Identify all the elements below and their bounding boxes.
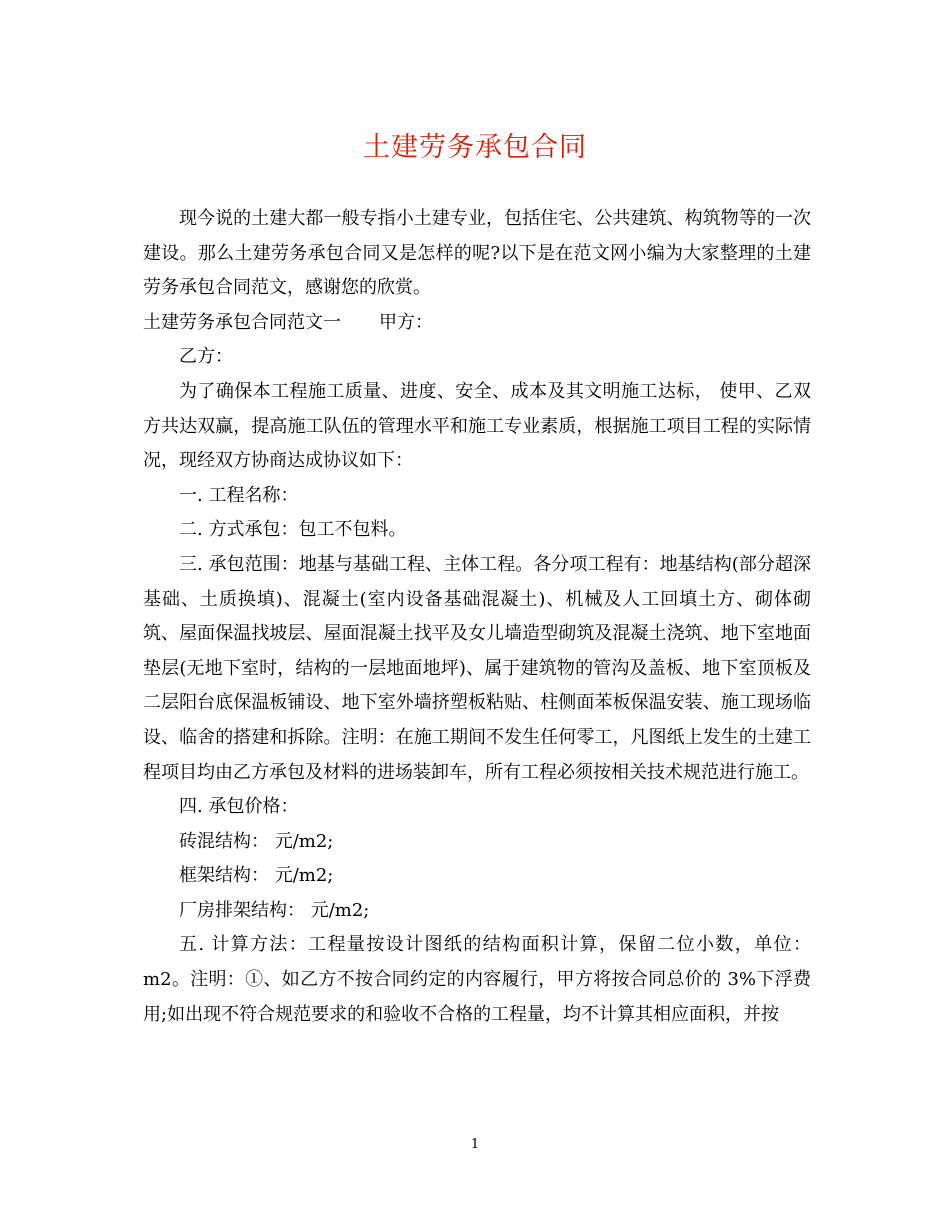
sample-heading-line xyxy=(143,306,811,341)
party-a-label: 甲方： xyxy=(379,311,433,333)
price-brick-structure: 砖混结构： 元/m2; xyxy=(179,830,334,852)
sample-heading: 土建劳务承包合同范文一 xyxy=(143,311,341,333)
price-frame-structure: 框架结构： 元/m2; xyxy=(179,865,334,887)
price-factory-structure: 厂房排架结构： 元/m2; xyxy=(179,899,370,921)
document-body xyxy=(143,202,811,1032)
purpose-paragraph: 为了确保本工程施工质量、进度、安全、成本及其文明施工达标， 使甲、乙双方共达双赢，提高施工队伍的管理水平和施工专业素质，根据施工项目工程的实际情况，现经双方协商达成协议如下： xyxy=(143,380,811,472)
clause-project-name: 一. 工程名称： xyxy=(179,484,299,506)
intro-paragraph: 现今说的土建大都一般专指小土建专业，包括住宅、公共建筑、构筑物等的一次建设。那么土建劳务承包合同又是怎样的呢?以下是在范文网小编为大家整理的土建劳务承包合同范文，感谢您的欣赏。 xyxy=(143,208,811,299)
clause-contract-scope: 三. 承包范围：地基与基础工程、主体工程。各分项工程有：地基结构(部分超深基础、土质换填)、混凝土(室内设备基础混凝土)、机械及人工回填土方、砌体砌筑、屋面保温找坡层、屋面混凝土找平及女儿墙造型砌筑及混凝土浇筑、地下室地面垫层(无地下室时，结构的一层地面地坪)、属于建筑物的管沟及盖板、地下室顶板及二层阳台底保温板铺设、地下室外墙挤塑板粘贴、柱侧面苯板保温安装、施工现场临设、临舍的搭建和拆除。注明：在施工期间不发生任何零工，凡图纸上发生的土建工程项目均由乙方承包及材料的进场装卸车，所有工程必须按相关技术规范进行施工。 xyxy=(143,553,811,783)
page-number: 1 xyxy=(470,1137,480,1152)
document-title: 土建劳务承包合同 xyxy=(363,132,587,163)
party-b-label: 乙方： xyxy=(179,346,233,368)
clause-contract-mode: 二. 方式承包：包工不包料。 xyxy=(179,519,407,541)
clause-calculation-method: 五. 计算方法：工程量按设计图纸的结构面积计算，保留二位小数，单位：m2。注明：①、如乙方不按合同约定的内容履行，甲方将按合同总价的 3%下浮费用;如出现不符合规范要求的和验收不合格的工程量，均不计算其相应面积，并按 xyxy=(143,934,811,1025)
clause-contract-price: 四. 承包价格： xyxy=(179,796,299,818)
